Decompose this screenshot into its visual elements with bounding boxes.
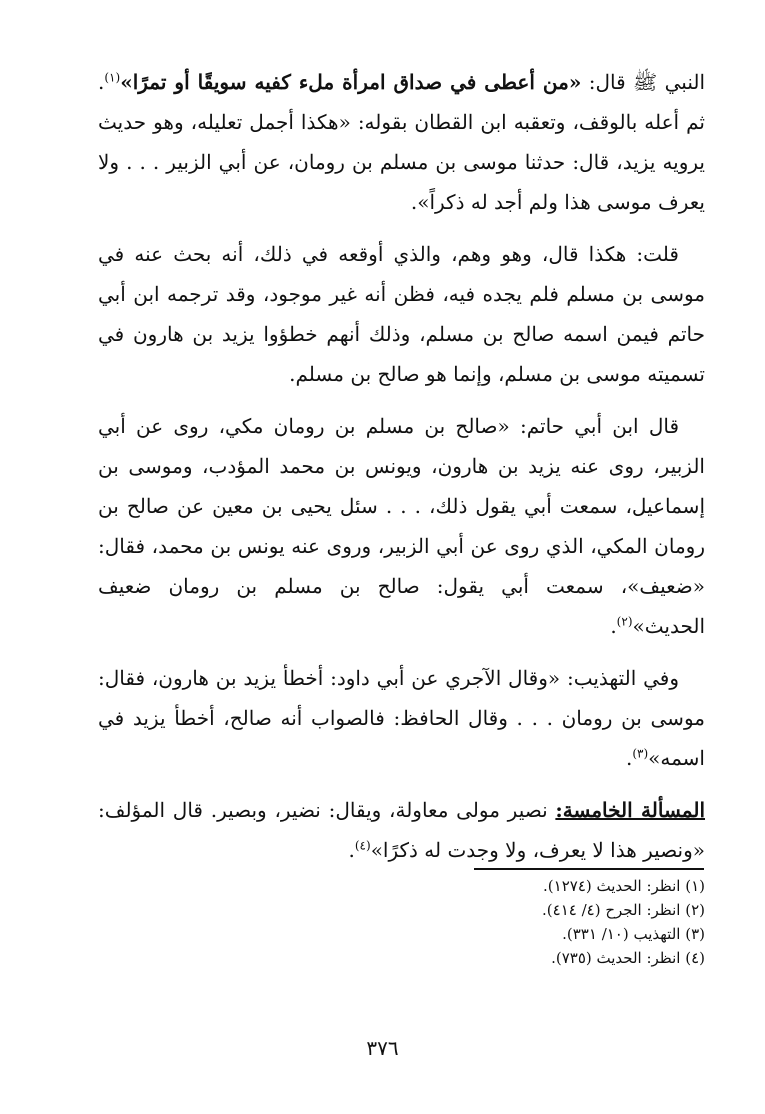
- page-number: ٣٧٦: [366, 1036, 399, 1060]
- paragraph-3: [98, 406, 705, 646]
- footnote-ref-4: (٤): [354, 838, 371, 853]
- footnote-ref-3: (٣): [632, 746, 649, 761]
- main-text: [98, 62, 705, 882]
- paragraph-1: [98, 62, 705, 222]
- paragraph-4-end: .: [625, 746, 633, 770]
- footnote-ref-1: (١): [104, 70, 121, 85]
- footnote-divider: [474, 868, 704, 870]
- section-title: المسألة الخامسة:: [555, 798, 706, 822]
- paragraph-3-text: قال ابن أبي حاتم: «صالح بن مسلم بن رومان مكي، روى عن أبي الزبير، روى عنه يزيد بن هارون، ويونس بن محمد المؤدب، وموسى بن إسماعيل، سمعت أبي يقول ذلك، . . . سئل يحيى بن معين عن صالح بن رومان المكي، الذي روى عن أبي الزبير، وروى عنه يونس بن محمد، فقال: «ضعيف»، سمعت أبي يقول: صالح بن مسلم بن رومان ضعيف الحديث»: [98, 414, 705, 638]
- paragraph-4: [98, 658, 705, 778]
- footnote-ref-2: (٢): [616, 614, 633, 629]
- footnotes: [98, 874, 705, 970]
- footnote-2: (٢) انظر: الجرح (٤/ ٤١٤).: [542, 901, 705, 919]
- hadith-quote: «من أعطى في صداق امرأة ملء كفيه سويقًا أو تمرًا»: [120, 70, 582, 94]
- footnote-4: (٤) انظر: الحديث (٧٣٥).: [551, 949, 705, 967]
- paragraph-5-end: .: [348, 838, 355, 862]
- footnote-1: (١) انظر: الحديث (١٢٧٤).: [543, 877, 705, 895]
- paragraph-2: قلت: هكذا قال، وهو وهم، والذي أوقعه في ذلك، أنه بحث عنه في موسى بن مسلم فلم يجده فيه، فظن أنه غير موجود، وقد ترجمه ابن أبي حاتم فيمن اسمه صالح بن مسلم، وذلك أنهم خطؤوا يزيد بن هارون في تسميته موسى بن مسلم، وإنما هو صالح بن مسلم.: [98, 242, 705, 386]
- paragraph-1-intro: النبي ﷺ قال:: [581, 70, 705, 94]
- paragraph-3-end: .: [610, 614, 617, 638]
- paragraph-1-rest: . ثم أعله بالوقف، وتعقبه ابن القطان بقوله: «هكذا أجمل تعليله، وهو حديث يرويه يزيد، قال: حدثنا موسى بن مسلم بن رومان، عن أبي الزبير . . . ولا يعرف موسى هذا ولم أجد له ذكراً».: [98, 70, 705, 214]
- paragraph-5: [98, 790, 705, 870]
- paragraph-4-text: وفي التهذيب: «وقال الآجري عن أبي داود: أخطأ يزيد بن هارون، فقال: موسى بن رومان . . . وقال الحافظ: فالصواب أنه صالح، أخطأ يزيد في اسمه»: [98, 666, 705, 770]
- paragraph-5-text: نصير مولى معاولة، ويقال: نضير، وبصير. قال المؤلف: «ونصير هذا لا يعرف، ولا وجدت له ذكرًا»: [98, 798, 705, 862]
- footnote-3: (٣) التهذيب (١٠/ ٣٣١).: [562, 925, 705, 943]
